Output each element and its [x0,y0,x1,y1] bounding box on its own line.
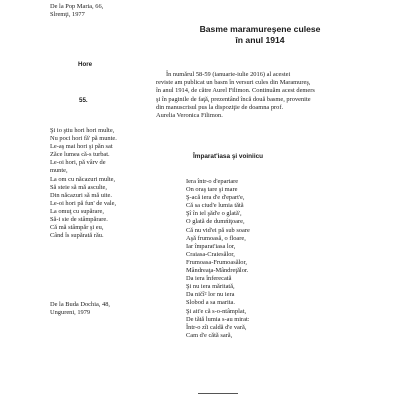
story-line: Într-o zîi caldă d'e vară, [186,323,247,331]
attribution-top-line-1: De la Pop Maria, 66, [50,3,104,10]
story-line: Slobod a sa marita. [186,299,235,307]
poem-line: La omuţ cu supărare, [50,207,104,215]
article-title-line-2: în anul 1914 [235,34,285,45]
story-line: Iera într-o d'epartare [186,178,239,185]
poem-line: Nu poci hori fă' pă munte. [50,135,117,143]
intro-line: Aurelia Veronica Filimon. [156,112,223,120]
story-line: Frumoasa-Frumoasălor, [186,258,247,266]
story-line: Şi ait'e că s-o-ntâmplat, [186,307,247,315]
poem-line: Şi io ştiu hori hori multe, [50,127,115,134]
poem-line: Că mă stâmpăr şi eu, [50,224,104,232]
poem-line: Să-i sie de stâmpărare. [50,216,108,224]
story-line: Ş-acă iera d'e d'epart'e, [186,194,245,202]
attribution-bottom-line-2: Ungureni, 1979 [50,309,91,316]
story-line: Da ničî² lor nu iera [186,291,235,299]
poem-line: Le-oi hori pă fun' de vale, [50,199,117,207]
poem-line: Le-oi hori, pă vârv de [50,159,106,167]
story-line: Şi nu iera măritată, [186,283,235,291]
story-line: O glată de dumńiţoare, [186,218,245,226]
poem-line: Le-aş mai hori şi păn sat [50,143,113,151]
story-line: On oraş tare şi mare [186,186,238,194]
attribution-bottom-line-1: De la Buda Dochia, 48, [50,301,110,308]
story-line: Iar împarat'iasa lor, [186,242,236,250]
intro-line: în anul 1914, de către Aurel Filimon. Continuăm acest demers [156,87,315,95]
poem-number: 55. [79,97,88,104]
story-line: Mândreaţa-Mândreţălor. [186,267,249,275]
story-line: Cam d'e cătă sară, [186,331,233,339]
footnote-divider [198,393,238,394]
attribution-top [50,3,150,19]
story-title: Împarat'iasa şi voiniicu [193,153,264,160]
article-title-line-1: Basme maramureşene culese [199,24,321,34]
intro-paragraph [156,71,362,120]
section-heading: Hore [78,61,93,68]
poem-line: Din năcazuri să mă uite. [50,191,112,199]
story-poem [186,178,250,340]
attribution-bottom [50,301,110,317]
story-line: Că nu vid'ei pă sub soare [186,226,250,234]
poem-line: munte, [50,167,68,175]
story-line: De tătă lumia s-au mirat: [186,315,250,323]
article-title [160,24,360,45]
intro-line: şi în paginile de faţă, prezentând încă două basme, provenite [156,95,311,103]
story-line: Aşă frumoasă, o floare, [186,234,246,242]
intro-line: În numărul 58-59 (ianuarie-iulie 2016) al acestei [166,71,291,78]
poem-line: Să steie să mă asculte, [50,183,107,191]
poem-line: Când îs supărată rău. [50,232,104,240]
poem-left [50,127,117,240]
story-line: Da iera înferecată [186,275,232,283]
poem-line: Zăce lumea că-s turbat. [50,151,110,159]
story-line: Că sa ciud'e lumia tătă [186,202,244,210]
attribution-top-line-2: Slremţi, 1977 [50,11,85,18]
story-line: Şî în iel şăd'e o glată', [186,210,242,218]
story-line: Craiasa-Craiesălor, [186,250,235,258]
poem-line: La om cu năcazuri multe, [50,175,116,183]
intro-line: reviste am publicat un basm în versuri cules din Maramureş, [156,79,311,87]
intro-line: din manuscrisul pus la dispoziţie de doamna prof. [156,103,284,111]
